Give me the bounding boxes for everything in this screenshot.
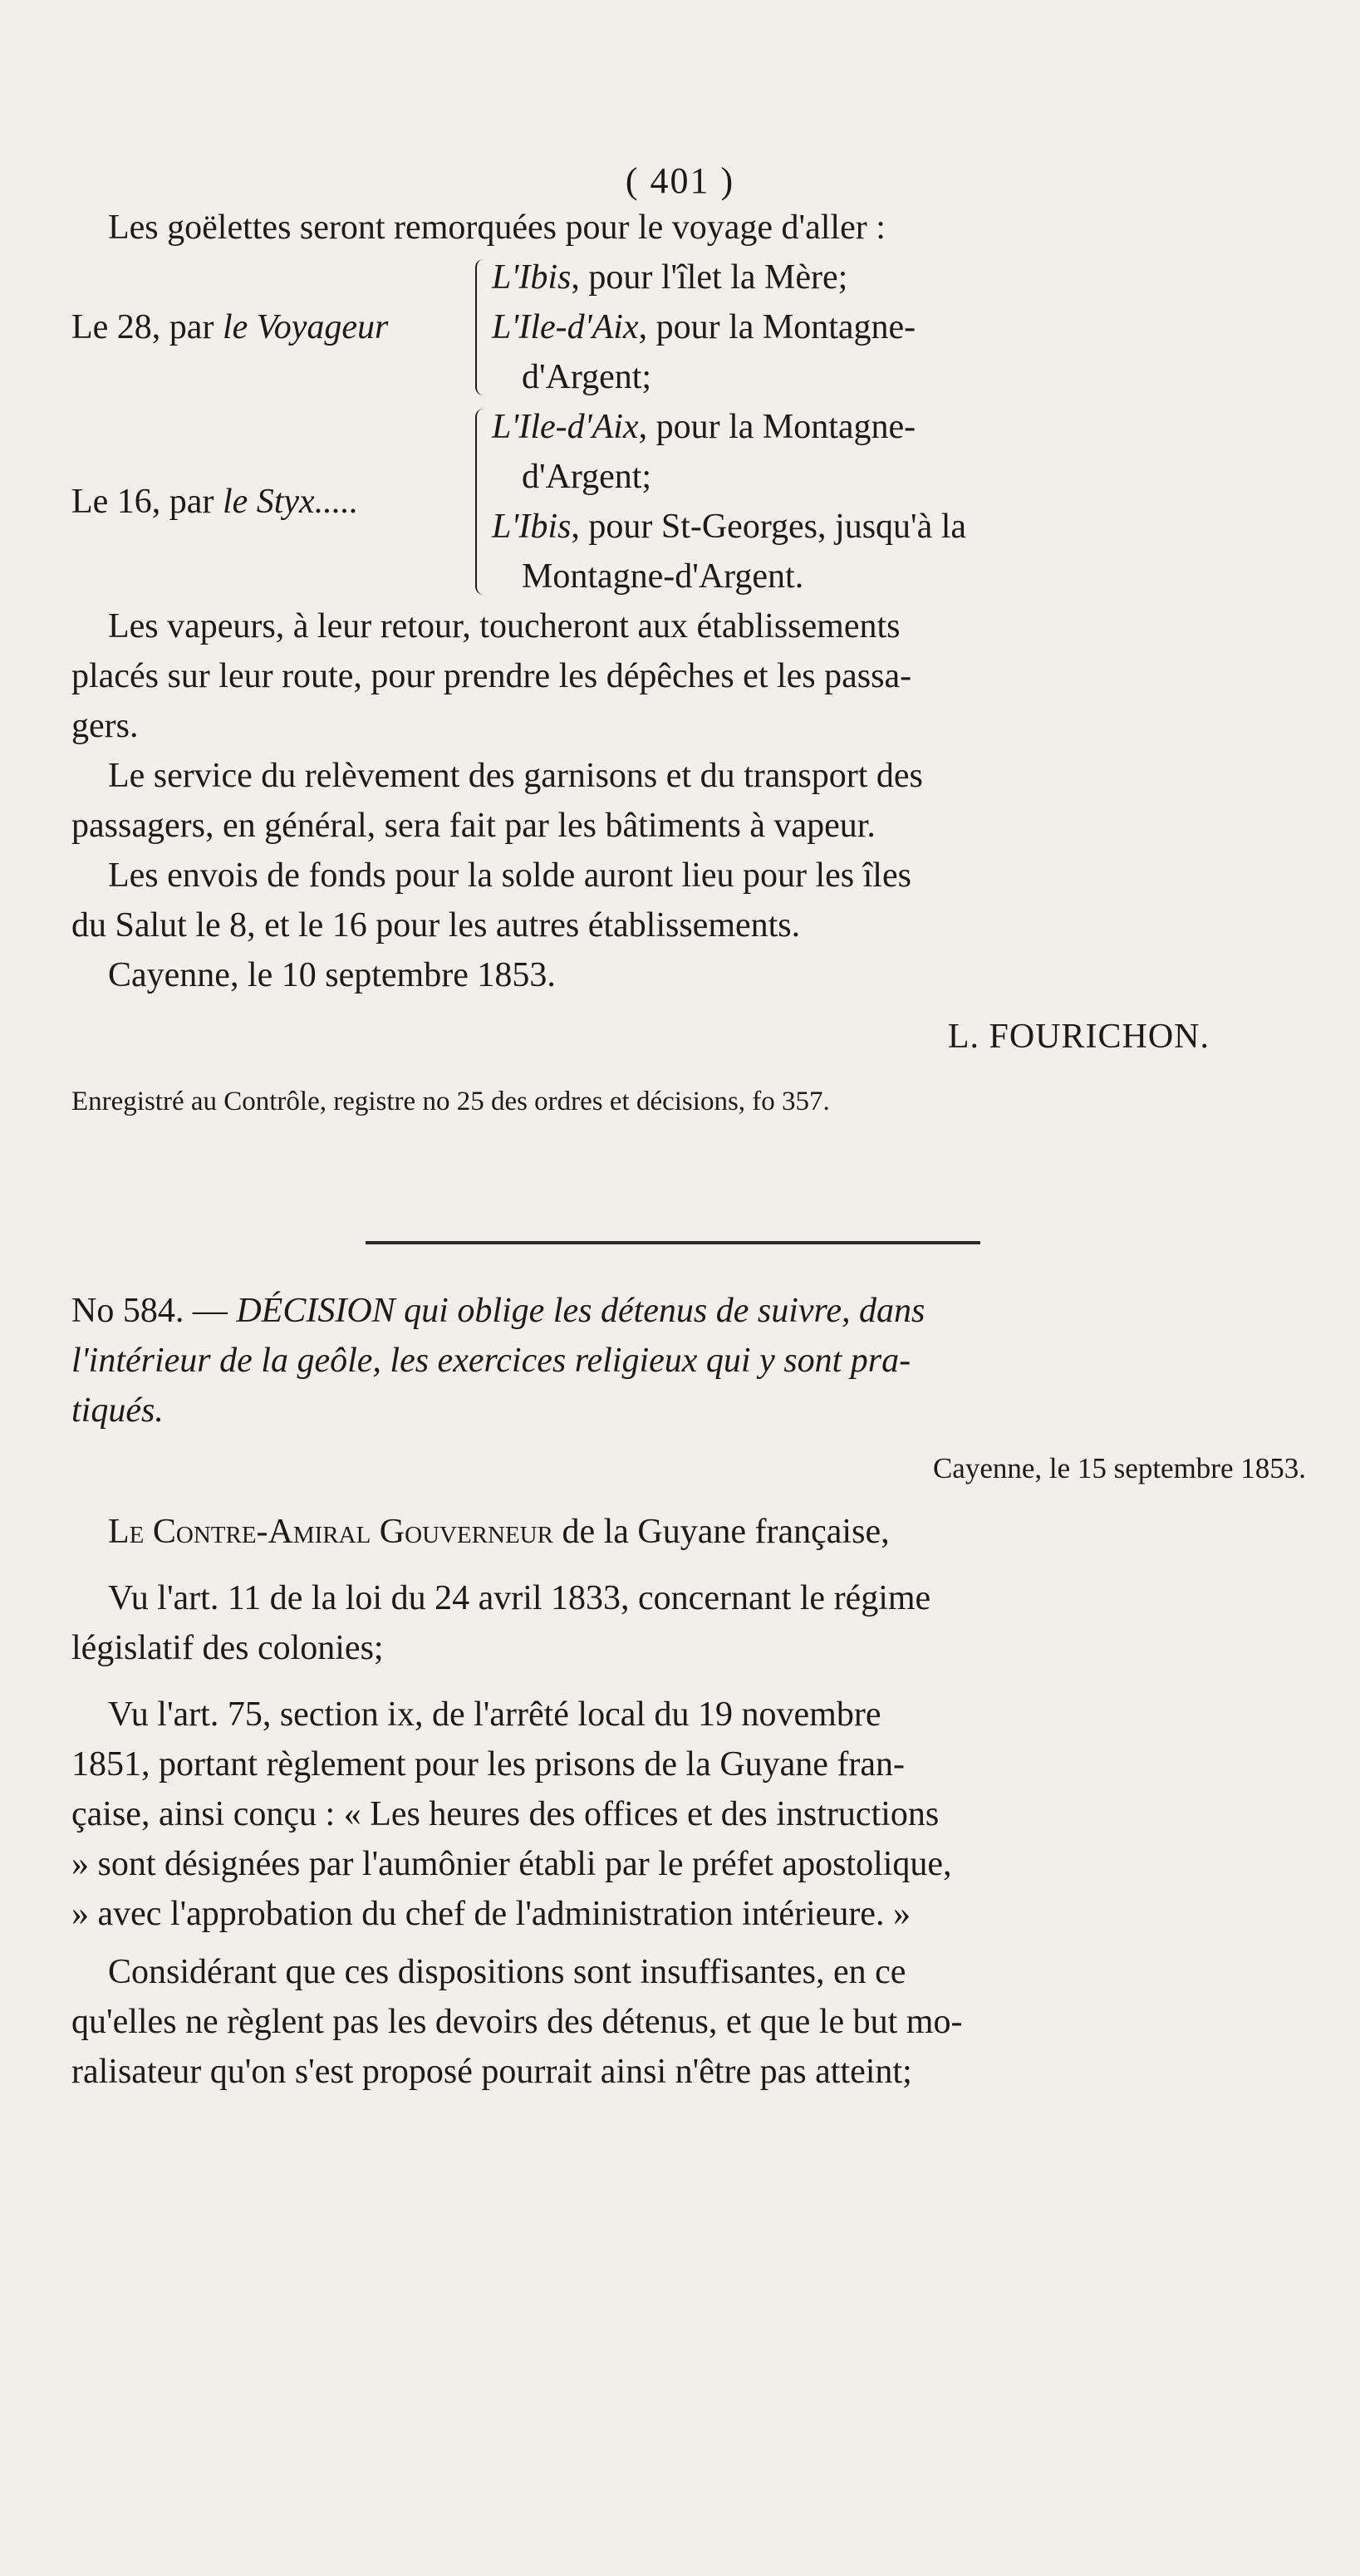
paragraph-considerant: Considérant que ces dispositions sont insuffisantes, en ce qu'elles ne règlent pas les devoirs des détenus, et que le but mo- ralisateur qu'on s'est proposé pourrait ainsi n'être pas atteint; [71, 1953, 963, 2091]
route-continuation: d'Argent; [522, 458, 652, 496]
decision-heading: No 584. — DÉCISION qui oblige les détenus de suivre, dans l'intérieur de la geôle, les exercices religieux qui y sont pra- tiqués. [71, 1292, 925, 1430]
route-line: L'Ile-d'Aix, pour la Montagne- [492, 408, 916, 446]
schedule-entry-2 [71, 402, 1356, 601]
place-date-2: Cayenne, le 15 septembre 1853. [932, 1452, 1306, 1484]
schedule-date-1: Le 28, par le Voyageur [71, 308, 389, 346]
place-date-1: Cayenne, le 10 septembre 1853. [108, 956, 556, 994]
intro-text: Les goëlettes seront remorquées pour le voyage d'aller : [108, 209, 886, 247]
decision-number: No 584. — [71, 1292, 237, 1330]
brace [475, 259, 487, 395]
authority-line: Le Contre-Amiral Gouverneur de la Guyane française, [108, 1513, 890, 1551]
paragraph-vu-1: Vu l'art. 11 de la loi du 24 avril 1833, concernant le régime législatif des colonies; [71, 1579, 931, 1667]
route-line: L'Ibis, pour St-Georges, jusqu'à la [492, 508, 967, 546]
intro-line [71, 203, 1356, 253]
paragraph-service: Le service du relèvement des garnisons et du transport des passagers, en général, sera fait par les bâtiments à vapeur. [71, 757, 923, 845]
authority-title: Le Contre-Amiral Gouverneur [108, 1513, 553, 1551]
route-continuation: d'Argent; [522, 358, 652, 396]
route-continuation: Montagne-d'Argent. [522, 557, 804, 596]
registration-note: Enregistré au Contrôle, registre no 25 des ordres et décisions, fo 357. [71, 1087, 830, 1116]
schedule-routes-2 [492, 402, 1356, 601]
signature: L. FOURICHON. [947, 1018, 1210, 1056]
section-divider [366, 1241, 980, 1244]
route-line: L'Ibis, pour l'îlet la Mère; [492, 258, 848, 297]
route-line: L'Ile-d'Aix, pour la Montagne- [492, 308, 916, 346]
schedule-routes-1 [492, 253, 1356, 402]
paragraph-fonds: Les envois de fonds pour la solde auront lieu pour les îles du Salut le 8, et le 16 pour les autres établissements. [71, 856, 911, 945]
schedule-entry-1 [71, 253, 1356, 402]
vessel-name: le Voyageur [222, 308, 389, 346]
paragraph-vapeurs: Les vapeurs, à leur retour, toucheront aux établissements placés sur leur route, pour prendre les dépêches et les passa- gers. [71, 607, 912, 745]
schedule-date-2: Le 16, par le Styx..... [71, 483, 359, 521]
brace [475, 409, 487, 595]
paragraph-vu-2: Vu l'art. 75, section ix, de l'arrêté local du 19 novembre 1851, portant règlement pour les prisons de la Guyane fran- çaise, ainsi conçu : « Les heures des offices et des instructions » sont désignées par l'aumônier établi par le préfet apostolique, » avec l'approbation du chef de l'administration intérieure. » [71, 1695, 952, 1933]
decision-title: DÉCISION qui oblige les détenus de suivre, dans [236, 1292, 925, 1330]
page-number: ( 401 ) [625, 160, 735, 201]
vessel-name: le Styx..... [222, 483, 359, 521]
